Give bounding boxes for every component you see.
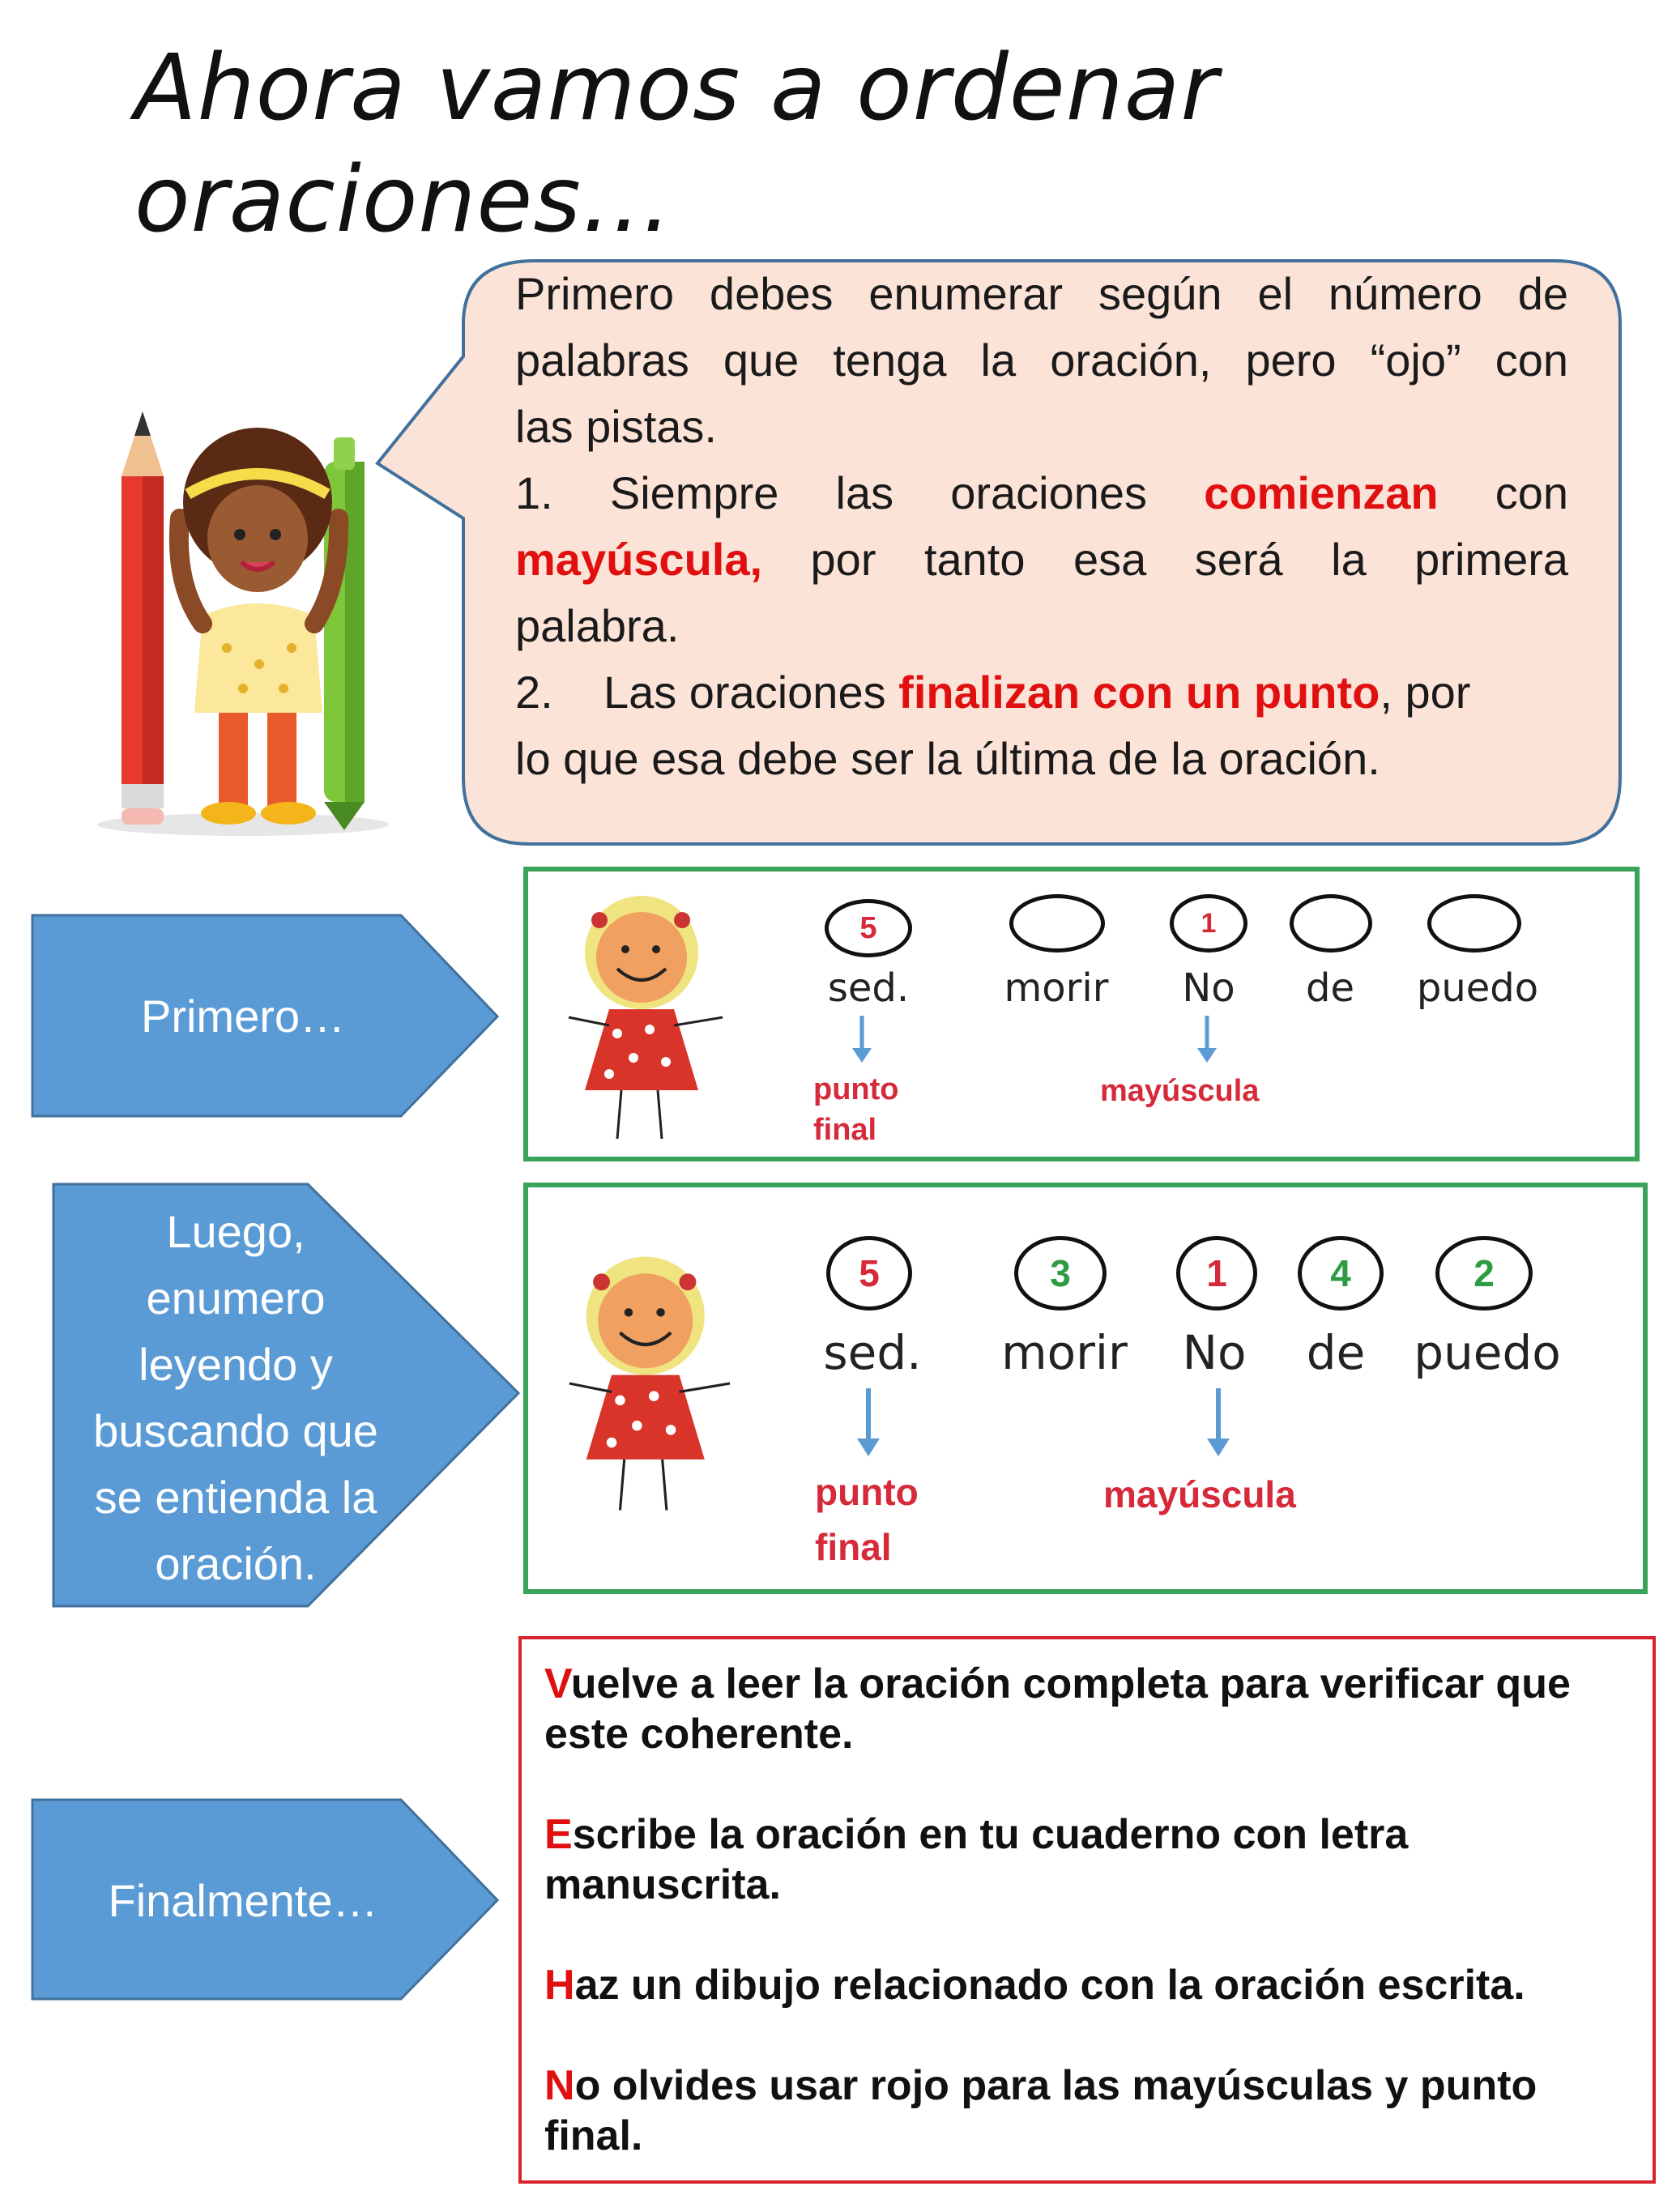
rule-1-end: palabra.: [515, 600, 680, 651]
instruction-3: [544, 1960, 1630, 2010]
rule-1-mid: con: [1495, 467, 1569, 518]
word: morir: [1004, 965, 1109, 1011]
rule-1-highlight-1: comienzan: [1204, 467, 1439, 518]
word: No: [1182, 965, 1235, 1011]
word: de: [1306, 965, 1354, 1011]
instruction-initial: N: [544, 2062, 575, 2109]
bubble-instructions: [515, 261, 1568, 792]
label-then-line: Luego,: [166, 1206, 305, 1257]
instruction-initial: V: [544, 1660, 571, 1707]
instruction-text: scribe la oración en tu cuaderno con letra manuscrita.: [544, 1811, 1409, 1908]
instruction-1: [544, 1659, 1630, 1759]
title-line-1: Ahora vamos a ordenar: [134, 36, 1219, 141]
rule-1-post: por tanto esa será la primera: [810, 534, 1569, 585]
number-circle: 1: [1176, 1236, 1257, 1311]
number-circle: [1290, 894, 1372, 953]
word: sed.: [823, 1325, 922, 1380]
final-instructions-box: [518, 1636, 1656, 2184]
rule-2-highlight: finalizan con un punto: [898, 667, 1380, 718]
bubble-line-1: Primero debes enumerar según el número de: [515, 268, 1568, 319]
note-line: final: [815, 1526, 892, 1568]
word: sed.: [827, 965, 910, 1011]
label-first: Primero…: [140, 991, 346, 1042]
rule-2-end: lo que esa debe ser la última de la oración.: [515, 733, 1380, 784]
girl-with-pencils-illustration: [97, 411, 389, 836]
number-circle: 5: [825, 899, 912, 957]
rule-1-highlight-2: mayúscula,: [515, 534, 763, 585]
word: morir: [1001, 1325, 1128, 1380]
number-circle: 5: [826, 1236, 912, 1311]
example-box-2: [523, 1183, 1648, 1594]
note-final-point: [813, 1069, 899, 1150]
rule-2-post: , por: [1380, 667, 1471, 718]
rule-1-line-2: [515, 526, 1568, 593]
rule-1-text: Siempre las oraciones: [609, 467, 1148, 518]
label-then-line: buscando que: [93, 1405, 378, 1456]
word: puedo: [1416, 965, 1539, 1011]
rule-1-line-1: [515, 460, 1568, 526]
label-finally: Finalmente…: [108, 1875, 378, 1926]
arrow-down-icon: [1201, 1388, 1236, 1458]
instruction-4: [544, 2061, 1630, 2161]
number-circle: 2: [1435, 1236, 1533, 1311]
instruction-initial: E: [544, 1811, 573, 1858]
label-then-line: leyendo y: [139, 1339, 333, 1390]
number-circle: [1009, 894, 1105, 953]
note-line: punto: [813, 1072, 899, 1106]
example-box-1: [523, 867, 1640, 1161]
label-then-line: se entienda la: [94, 1472, 377, 1523]
note-line: punto: [815, 1471, 919, 1513]
instruction-initial: H: [544, 1962, 575, 2009]
word: puedo: [1414, 1325, 1561, 1380]
note-capital: mayúscula: [1100, 1074, 1260, 1108]
rule-2-text: Las oraciones: [603, 667, 886, 718]
rule-2-number: 2.: [515, 667, 553, 718]
note-capital: mayúscula: [1103, 1473, 1296, 1515]
note-final-point: [815, 1464, 919, 1575]
rule-1-number: 1.: [515, 467, 553, 518]
note-line: final: [813, 1113, 877, 1147]
label-then-line: oración.: [155, 1538, 317, 1589]
arrow-down-icon: [851, 1388, 886, 1458]
rule-2-line-1: [515, 659, 1568, 726]
instruction-text: o olvides usar rojo para las mayúsculas y punto final.: [544, 2062, 1537, 2159]
doll-illustration: [552, 1205, 747, 1562]
number-circle: 1: [1170, 894, 1247, 953]
doll-illustration: [552, 888, 739, 1147]
number-circle: 4: [1298, 1236, 1384, 1311]
number-circle: 3: [1014, 1236, 1107, 1311]
arrow-down-icon: [1191, 1016, 1223, 1064]
word: No: [1182, 1325, 1247, 1380]
instruction-text: uelve a leer la oración completa para verificar que este coherente.: [544, 1660, 1571, 1758]
number-circle: [1427, 894, 1521, 953]
bubble-line-3: las pistas.: [515, 401, 717, 452]
instruction-2: [544, 1809, 1630, 1910]
word: de: [1306, 1325, 1366, 1380]
label-then: [53, 1199, 418, 1597]
arrow-down-icon: [846, 1016, 878, 1064]
bubble-line-2: palabras que tenga la oración, pero “ojo” con: [515, 335, 1568, 386]
label-then-line: enumero: [146, 1272, 326, 1323]
instruction-text: az un dibujo relacionado con la oración escrita.: [574, 1962, 1525, 2009]
title-line-2: oraciones…: [134, 147, 673, 253]
